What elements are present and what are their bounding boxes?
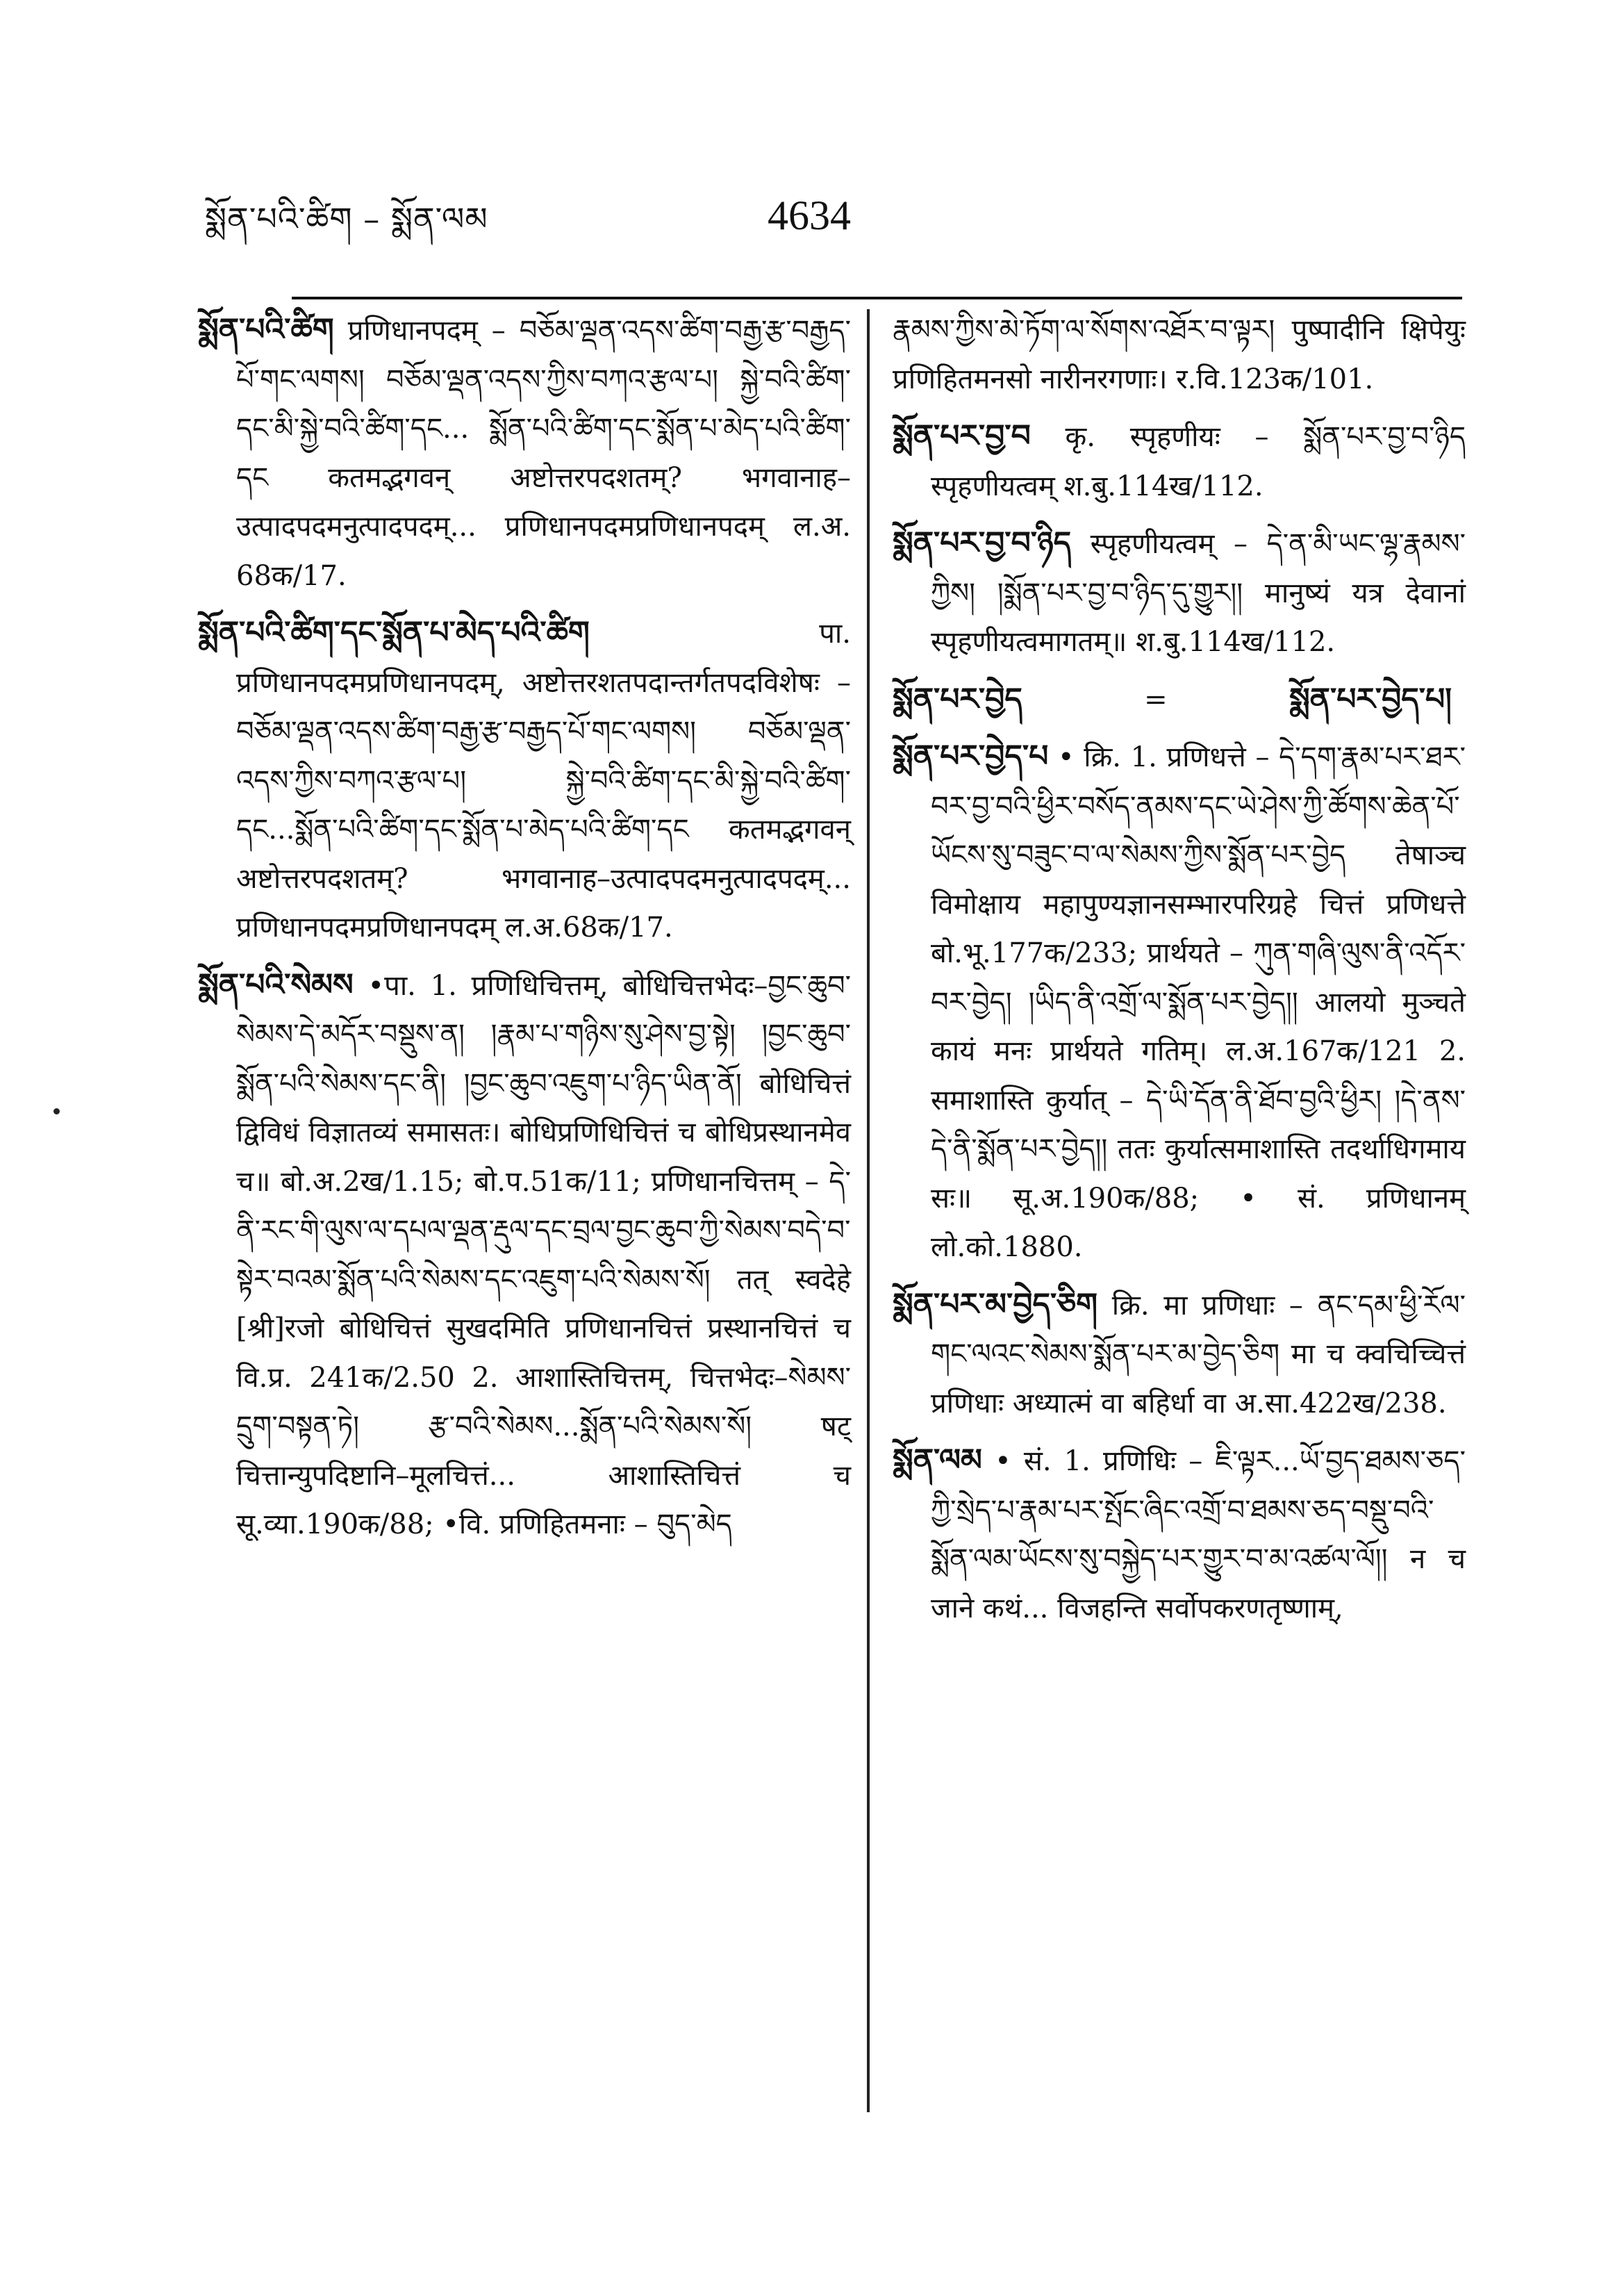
dictionary-entry xyxy=(893,412,1466,511)
entry-headword: སྨོན་པར་བྱ་བ xyxy=(893,418,1031,454)
entry-body: क्रि. मा प्रणिधाः – ནང་དམ་ཕྱི་རོལ་གང་ལའང་སེམས་སྨོན་པར་མ་བྱེད་ཅིག मा च क्वचिच्चित्तं प्रणिधाः अध्यात्मं वा बहिर्धा वा अ.सा.422ख/238. xyxy=(931,1289,1466,1419)
entry-body: • सं. 1. प्रणिधिः – ཇི་ལྟར...ཡོ་བྱད་ཐམས་ཅད་ཀྱི་སྲེད་པ་རྣམ་པར་སྤོང་ཞིང་འགྲོ་བ་ཐམས་ཅད་བསྡུ་བའི་སྨོན་ལམ་ཡོངས་སུ་བསྐྱེད་པར་གྱུར་བ་མ་འཚལ་ལོ།། न च जाने कथं... विजहन्ति सर्वोपकरणतृष्णाम्, xyxy=(931,1445,1466,1624)
entry-headword: སྨོན་པའི་སེམས xyxy=(198,966,354,1003)
equals-sign: = xyxy=(1144,683,1168,716)
entry-headword: སྨོན་པར་བྱེད xyxy=(893,681,1022,717)
dictionary-entry xyxy=(198,609,851,953)
entry-body: རྣམས་ཀྱིས་མེ་ཏོག་ལ་སོགས་འཐོར་བ་ལྟར། पुष्पादीनि क्षिपेयुः प्रणिहितमनसो नारीनरगणाः। र.वि.123क/101. xyxy=(893,314,1466,395)
entry-continuation xyxy=(893,306,1466,404)
entry-body: स्पृहणीयत्वम् – དེ་ན་མི་ཡང་ལྷ་རྣམས་ཀྱིས། །སྨོན་པར་བྱ་བ་ཉིད་དུ་གྱུར།། मानुष्यं यत्र देवानां स्पृहणीयत्वमागतम्॥ श.बु.114ख/112. xyxy=(931,528,1466,658)
header-rule xyxy=(292,297,1462,299)
dictionary-entry xyxy=(893,732,1466,1272)
page-header xyxy=(0,0,1624,292)
left-column xyxy=(198,306,851,2114)
dictionary-entry xyxy=(198,961,851,1549)
entry-headword: སྨོན་པར་བྱ་བ་ཉིད xyxy=(893,525,1072,561)
entry-headword: སྨོན་པའི་ཚིག་དང་སྨོན་པ་མེད་པའི་ཚིག xyxy=(198,615,590,650)
cross-reference-target: སྨོན་པར་བྱེད་པ། xyxy=(1289,681,1452,717)
entry-body: प्रणिधानपदम् – བཅོམ་ལྡན་འདས་ཚིག་བརྒྱ་རྩ་བརྒྱད་པོ་གང་ལགས། བཅོམ་ལྡན་འདས་ཀྱིས་བཀའ་རྩལ་པ། སྐྱེ་བའི་ཚིག་དང་མི་སྐྱེ་བའི་ཚིག་དང... སྨོན་པའི་ཚིག་དང་སྨོན་པ་མེད་པའི་ཚིག་དང कतमद्भगवन् अष्टोत्तरपदशतम्? भगवानाह–उत्पादपदमनुत्पादपदम्... प्रणिधानपदमप्रणिधानपदम् ल.अ. 68क/17. xyxy=(236,315,851,592)
page-number: 4634 xyxy=(768,192,851,238)
dictionary-entry xyxy=(893,1436,1466,1633)
dictionary-entry xyxy=(198,306,851,600)
entry-body: कृ. स्पृहणीयः – སྨོན་པར་བྱ་བ་ཉིད स्पृहणीयत्वम् श.बु.114ख/112. xyxy=(931,421,1466,502)
column-divider xyxy=(867,309,870,2112)
entry-headword: སྨོན་པར་བྱེད་པ xyxy=(893,739,1049,774)
entry-headword: སྨོན་པའི་ཚིག xyxy=(198,312,334,347)
entry-body: • क्रि. 1. प्रणिधत्ते – དེ་དག་རྣམ་པར་ཐར་བར་བྱ་བའི་ཕྱིར་བསོད་ནམས་དང་ཡེ་ཤེས་ཀྱི་ཚོགས་ཆེན་པོ་ཡོངས་སུ་བཟུང་བ་ལ་སེམས་ཀྱིས་སྨོན་པར་བྱེད तेषाञ्च विमोक्षाय महापुण्यज्ञानसम्भारपरिग्रहे चित्तं प्रणिधत्ते बो.भू.177क/233; प्रार्थयते – ཀུན་གཞི་ལུས་ནི་འདོར་བར་བྱེད། །ཡིད་ནི་འགྲོ་ལ་སྨོན་པར་བྱེད།། आलयो मुञ्चते कायं मनः प्रार्थयते गतिम्। ल.अ.167क/121 2. समाशास्ति कुर्यात् – དེ་ཡི་དོན་ནི་ཐོབ་བྱའི་ཕྱིར། །དེ་ནས་དེ་ནི་སྨོན་པར་བྱེད།། ततः कुर्यात्समाशास्ति तदर्थाधिगमाय सः॥ सू.अ.190क/88; • सं. प्रणिधानम् लो.को.1880. xyxy=(931,741,1466,1263)
running-head: སྨོན་པའི་ཚིག – སྨོན་ལམ xyxy=(205,200,488,238)
entry-body: पा. प्रणिधानपदमप्रणिधानपदम्, अष्टोत्तरशतपदान्तर्गतपदविशेषः – བཅོམ་ལྡན་འདས་ཚིག་བརྒྱ་རྩ་བརྒྱད་པོ་གང་ལགས། བཅོམ་ལྡན་འདས་ཀྱིས་བཀའ་རྩལ་པ། སྐྱེ་བའི་ཚིག་དང་མི་སྐྱེ་བའི་ཚིག་དང...སྨོན་པའི་ཚིག་དང་སྨོན་པ་མེད་པའི་ཚིག་དང कतमद्भगवन् अष्टोत्तरपदशतम्? भगवानाह–उत्पादपदमनुत्पादपदम्... प्रणिधानपदमप्रणिधानपदम् ल.अ.68क/17. xyxy=(236,618,851,944)
margin-speck xyxy=(53,1108,60,1114)
entry-headword: སྨོན་ལམ xyxy=(893,1442,982,1478)
entry-body: •पा. 1. प्रणिधिचित्तम्, बोधिचित्तभेदः–བྱང་ཆུབ་སེམས་དེ་མདོར་བསྡུས་ན། །རྣམ་པ་གཉིས་སུ་ཤེས་བྱ་སྟེ། །བྱང་ཆུབ་སྨོན་པའི་སེམས་དང་ནི། །བྱང་ཆུབ་འཇུག་པ་ཉིད་ཡིན་ནོ། बोधिचित्तं द्विविधं विज्ञातव्यं समासतः। बोधिप्रणिधिचित्तं च बोधिप्रस्थानमेव च॥ बो.अ.2ख/1.15; बो.प.51क/11; प्रणिधानचित्तम् – དེ་ནི་རང་གི་ལུས་ལ་དཔལ་ལྡན་རྡུལ་དང་བྲལ་བྱང་ཆུབ་ཀྱི་སེམས་བདེ་བ་སྟེར་བའམ་སྨོན་པའི་སེམས་དང་འཇུག་པའི་སེམས་སོ། तत् स्वदेहे [श्री]रजो बोधिचित्तं सुखदमिति प्रणिधानचित्तं प्रस्थानचित्तं च वि.प्र. 241क/2.50 2. आशास्तिचित्तम्, चित्तभेदः–སེམས་དྲུག་བསྟན་ཏེ། རྩ་བའི་སེམས...སྨོན་པའི་སེམས་སོ། षट् चित्तान्युपदिष्टानि–मूलचित्तं... आशास्तिचित्तं च सू.व्या.190क/88; •वि. प्रणिहितमनाः – བུད་མེད xyxy=(236,969,851,1540)
dictionary-entry xyxy=(893,519,1466,667)
cross-reference-entry xyxy=(893,675,1466,725)
entry-headword: སྨོན་པར་མ་བྱེད་ཅིག xyxy=(893,1286,1098,1322)
right-column xyxy=(893,306,1466,2114)
dictionary-entry xyxy=(893,1281,1466,1429)
